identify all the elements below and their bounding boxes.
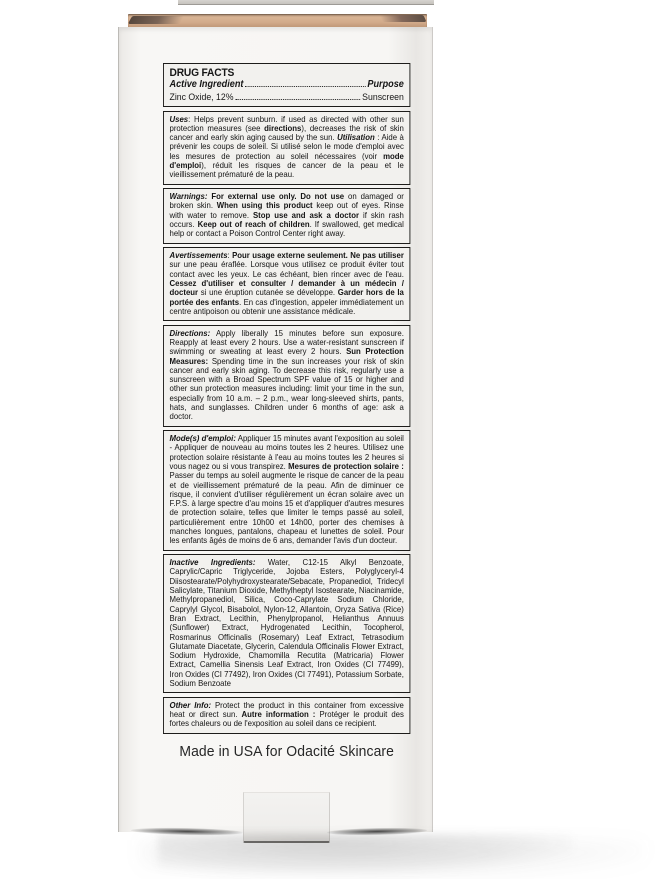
product-box: [118, 14, 433, 832]
ingredient-value-row: [170, 91, 404, 103]
dot-leader: [245, 86, 365, 87]
other-info-section: Other Info: Protect the product in this container from excessive heat or direct sun. Autre information : Protéger le produit des fortes chaleurs ou de l'exposition au soleil dans ce recipient.: [163, 697, 410, 734]
avertissements-section: Avertissements: Pour usage externe seulement. Ne pas utiliser sur une peau éraflée. Lorsque vous utilisez ce produit éviter tout contact avec les yeux. Le cas échéant, bien rincer avec de l'eau. Cessez d'utiliser et consulter / demander à un médecin / docteur si une éruption cutanée se développe. Garder hors de la portée des enfants. En cas d'ingestion, appeler immédiatement un centre antipoison ou obtenir une assistance médicale.: [163, 247, 410, 321]
made-in-text: Made in USA for Odacité Skincare: [179, 742, 395, 760]
active-ingredient-header-row: [170, 79, 404, 91]
dot-leader: [235, 99, 360, 100]
mode-emploi-section: Mode(s) d'emploi: Appliquer 15 minutes avant l'exposition au soleil - Appliquer de nouveau au moins toutes les 2 heures. Utilisez une protection solaire résistante à l'eau au moins toutes les 2 heures si vous nagez ou si vous transpirez. Mesures de protection solaire : Passer du temps au soleil augmente le risque de cancer de la peau et de vieillissement prématuré de la peau. Afin de diminuer ce risque, il convient d'utiliser régulièrement un écran solaire avec un F.P.S. à large spectre d'au moins 15 et d'appliquer d'autres mesures de protection solaire, telles que limiter le temps passé au soleil, particulièrement entre 10h00 et 14h00, porter des chemises à manches longues, pantalons, chapeau et lunettes de soleil. Pour les enfants âgés de moins de 6 ans, demander l'avis d'un docteur.: [163, 430, 410, 551]
purpose-label: Purpose: [367, 79, 404, 90]
active-ingredient-label: Active Ingredient: [169, 79, 244, 90]
ingredient-name: Zinc Oxide, 12%: [169, 90, 234, 102]
uses-section: Uses: Helps prevent sunburn. if used as directed with other sun protection measures (see directions), decreases the risk of skin cancer and early skin aging caused by the sun. Utilisation : Aide à prévenir les coups de soleil. Si utilisé selon le mode d'emploi avec les mesures de protection au soleil nécessaires (voir mode d'emploi), réduit les risques de cancer de la peau et le vieillissement prématuré de la peau.: [163, 111, 410, 185]
drug-facts-title: DRUG FACTS: [169, 67, 235, 79]
ingredient-purpose: Sunscreen: [362, 90, 404, 102]
directions-section: Directions: Apply liberally 15 minutes before sun exposure. Reapply at least every 2 hours. Use a water-resistant sunscreen if swimming or sweating at least every 2 hours. Sun Protection Measures: Spending time in the sun increases your risk of skin cancer and early skin aging. To decrease this risk, regularly use a sunscreen with a Broad Spectrum SPF value of 15 or higher and other sun protection measures including: limit your time in the sun, especially from 10 a.m. – 2 p.m., wear long-sleeved shirts, pants, hats, and sunglasses. Children under 6 months of age: ask a doctor.: [163, 325, 410, 427]
box-front-face: [118, 27, 433, 832]
warnings-section: Warnings: For external use only. Do not use on damaged or broken skin. When using this product keep out of eyes. Rinse with water to remove. Stop use and ask a doctor if skin rash occurs. Keep out of reach of children. If swallowed, get medical help or contact a Poison Control Center right away.: [163, 188, 410, 243]
inactive-ingredients-section: Inactive Ingredients: Water, C12-15 Alkyl Benzoate, Caprylic/Capric Triglyceride, Jojoba Esters, Polyglyceryl-4 Diisostearate/Polyhydroxystearate/Sebacate, Propanediol, Tridecyl Salicylate, Titanium Dioxide, Methylheptyl Isostearate, Niacinamide, Methylpropanediol, Silica, Coco-Caprylate Sodium Chloride, Caprylyl Glycol, Bisabolol, Nylon-12, Allantoin, Oryza Sativa (Rice) Bran Extract, Lecithin, Phenylpropanol, Helianthus Annuus (Sunflower) Extract, Hydrogenated Lecithin, Tocopherol, Rosmarinus Officinalis (Rosemary) Leaf Extract, Tetrasodium Glutamate Diacetate, Glycerin, Calendula Officinalis Flower Extract, Sodium Hydroxide, Chamomilla Recutita (Matricaria) Flower Extract, Camellia Sinensis Leaf Extract, Iron Oxides (CI 77499), Iron Oxides (CI 77492), Iron Oxides (CI 77491), Potassium Sorbate, Sodium Benzoate: [163, 554, 410, 693]
box-ground-shadow-wide: [140, 840, 645, 879]
box-front-content: [163, 63, 410, 761]
drug-facts-header-section: [163, 63, 410, 107]
background-object-edge: [178, 0, 434, 5]
